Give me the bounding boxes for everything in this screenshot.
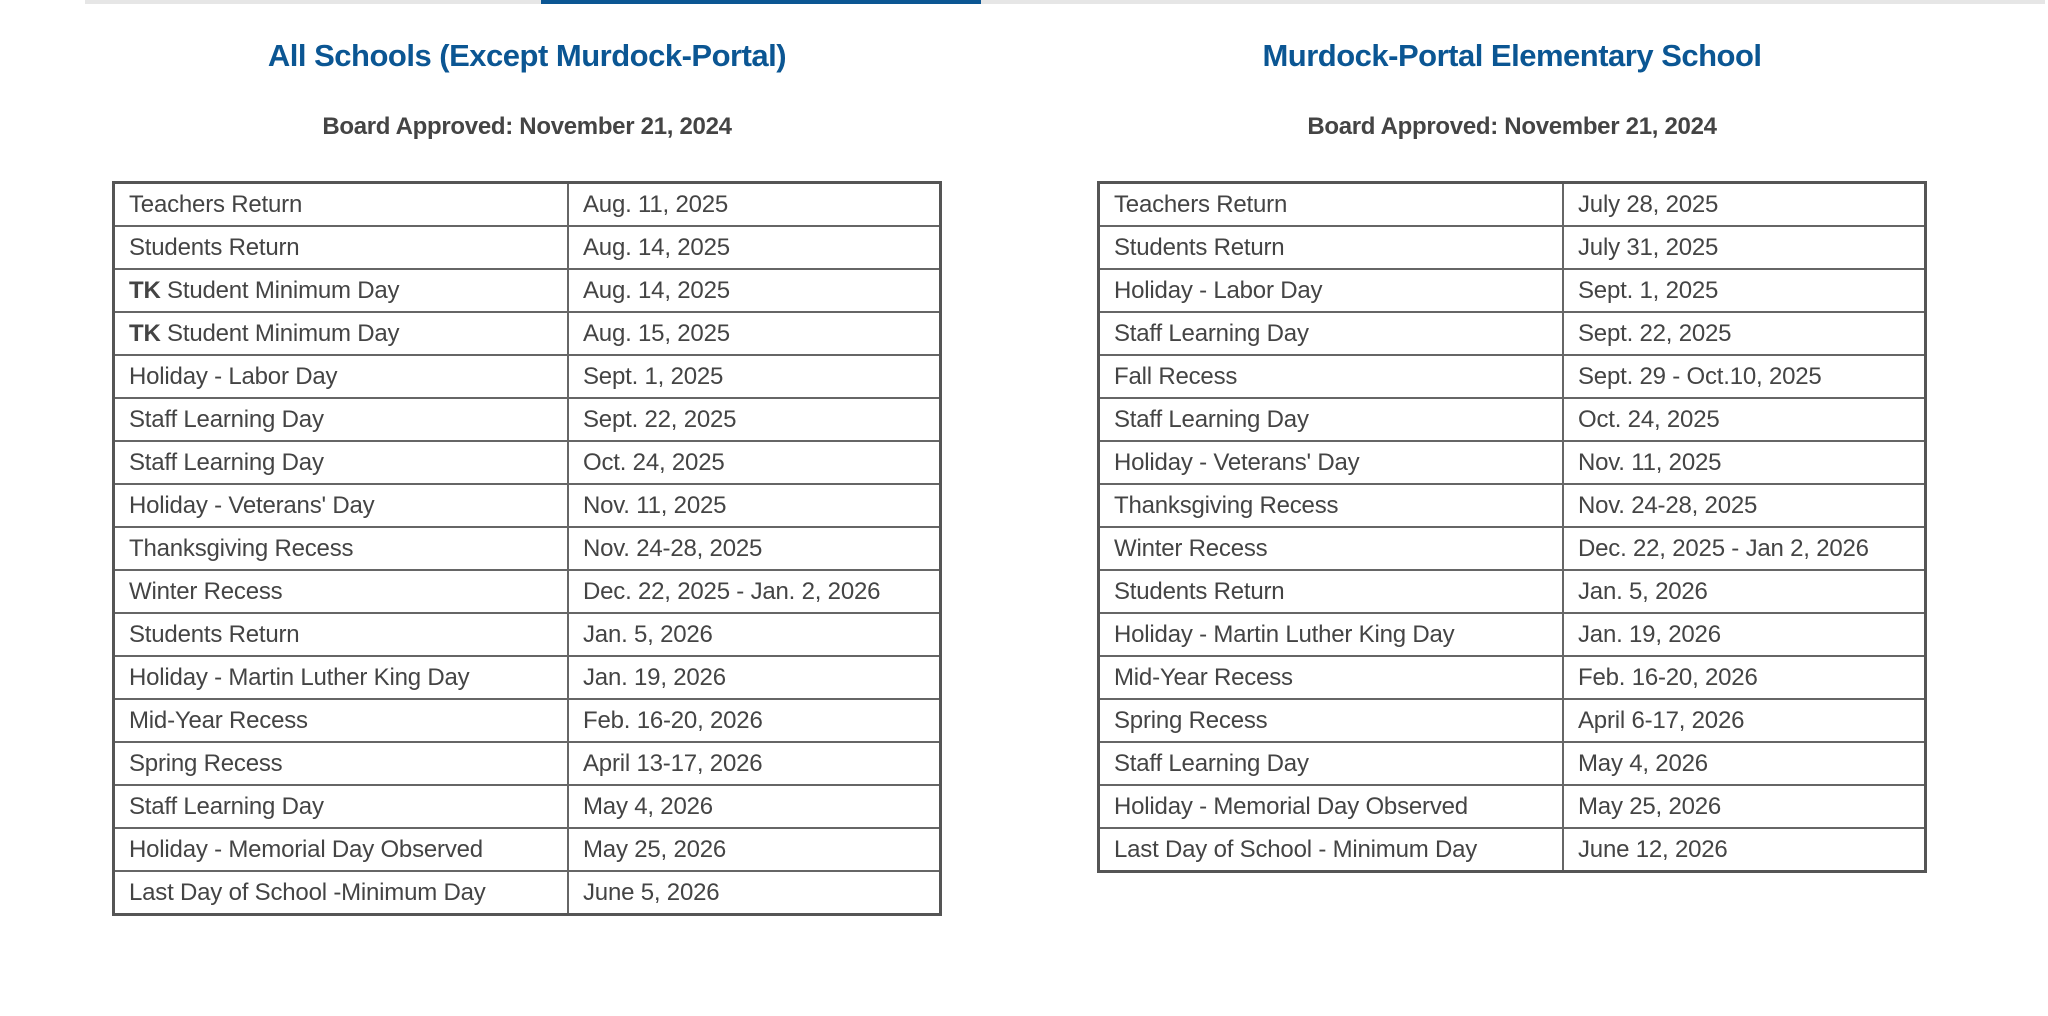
event-name: Teachers Return — [129, 190, 303, 218]
table-row — [1099, 742, 1926, 785]
event-name: Staff Learning Day — [1114, 405, 1309, 433]
event-cell — [114, 742, 569, 785]
date-cell: Aug. 14, 2025 — [568, 269, 941, 312]
date-cell: July 28, 2025 — [1563, 183, 1926, 227]
table-row — [114, 269, 941, 312]
date-cell: June 12, 2026 — [1563, 828, 1926, 872]
event-name: Last Day of School - Minimum Day — [1114, 835, 1478, 863]
all-schools-approved-date: Board Approved: November 21, 2024 — [322, 113, 732, 140]
table-row — [114, 398, 941, 441]
date-cell: Feb. 16-20, 2026 — [1563, 656, 1926, 699]
all-schools-calendar-table — [112, 181, 942, 916]
event-cell — [114, 441, 569, 484]
tab-bar — [85, 0, 2045, 4]
table-row — [1099, 570, 1926, 613]
event-name: Holiday - Martin Luther King Day — [1114, 620, 1455, 648]
event-cell — [114, 398, 569, 441]
event-cell — [1099, 785, 1564, 828]
table-row — [1099, 312, 1926, 355]
event-name: Holiday - Veterans' Day — [129, 491, 375, 519]
table-row — [1099, 484, 1926, 527]
event-cell — [114, 656, 569, 699]
event-cell — [1099, 742, 1564, 785]
table-row — [1099, 269, 1926, 312]
event-cell — [114, 527, 569, 570]
event-name: Staff Learning Day — [1114, 749, 1309, 777]
event-name: Spring Recess — [129, 749, 283, 777]
event-cell — [114, 269, 569, 312]
table-row — [1099, 441, 1926, 484]
event-name: Holiday - Labor Day — [1114, 276, 1323, 304]
event-name: Winter Recess — [1114, 534, 1268, 562]
table-row — [1099, 183, 1926, 227]
table-row — [114, 183, 941, 227]
event-name: Holiday - Memorial Day Observed — [1114, 792, 1468, 820]
date-cell: July 31, 2025 — [1563, 226, 1926, 269]
table-row — [1099, 656, 1926, 699]
table-row — [1099, 785, 1926, 828]
table-row — [1099, 699, 1926, 742]
date-cell: Nov. 24-28, 2025 — [1563, 484, 1926, 527]
date-cell: Nov. 11, 2025 — [568, 484, 941, 527]
date-cell: Sept. 1, 2025 — [568, 355, 941, 398]
event-name: Students Return — [129, 620, 300, 648]
event-name: Staff Learning Day — [129, 792, 324, 820]
date-cell: Jan. 5, 2026 — [1563, 570, 1926, 613]
table-row — [114, 742, 941, 785]
date-cell: Sept. 1, 2025 — [1563, 269, 1926, 312]
event-cell — [114, 785, 569, 828]
date-cell: Nov. 11, 2025 — [1563, 441, 1926, 484]
event-cell — [114, 355, 569, 398]
table-row — [114, 570, 941, 613]
event-cell — [1099, 527, 1564, 570]
event-cell — [1099, 269, 1564, 312]
table-row — [114, 699, 941, 742]
event-cell — [114, 828, 569, 871]
event-name: Students Return — [1114, 577, 1285, 605]
event-cell — [1099, 355, 1564, 398]
date-cell: Feb. 16-20, 2026 — [568, 699, 941, 742]
event-name: Fall Recess — [1114, 362, 1238, 390]
table-row — [1099, 355, 1926, 398]
table-row — [1099, 828, 1926, 872]
date-cell: May 25, 2026 — [568, 828, 941, 871]
date-cell: April 13-17, 2026 — [568, 742, 941, 785]
event-cell — [114, 871, 569, 915]
event-name: Staff Learning Day — [129, 405, 324, 433]
event-cell — [1099, 699, 1564, 742]
date-cell: Dec. 22, 2025 - Jan 2, 2026 — [1563, 527, 1926, 570]
event-name: Thanksgiving Recess — [129, 534, 354, 562]
tk-label: TK — [129, 276, 161, 304]
date-cell: Oct. 24, 2025 — [568, 441, 941, 484]
tab-active-indicator[interactable] — [541, 0, 981, 4]
table-row — [114, 828, 941, 871]
date-cell: Sept. 29 - Oct.10, 2025 — [1563, 355, 1926, 398]
date-cell: May 4, 2026 — [568, 785, 941, 828]
event-name: Holiday - Memorial Day Observed — [129, 835, 483, 863]
table-row — [114, 484, 941, 527]
event-cell — [114, 699, 569, 742]
event-name: Holiday - Veterans' Day — [1114, 448, 1360, 476]
event-name: Mid-Year Recess — [129, 706, 308, 734]
murdock-portal-approved-date: Board Approved: November 21, 2024 — [1307, 113, 1717, 140]
date-cell: June 5, 2026 — [568, 871, 941, 915]
event-cell — [1099, 183, 1564, 227]
table-row — [1099, 613, 1926, 656]
event-cell — [1099, 441, 1564, 484]
event-name: Students Return — [129, 233, 300, 261]
table-row — [114, 527, 941, 570]
event-cell — [1099, 570, 1564, 613]
event-name: Spring Recess — [1114, 706, 1268, 734]
event-name: Staff Learning Day — [1114, 319, 1309, 347]
date-cell: Sept. 22, 2025 — [568, 398, 941, 441]
table-row — [1099, 527, 1926, 570]
event-cell — [114, 570, 569, 613]
event-cell — [1099, 656, 1564, 699]
event-name: Holiday - Labor Day — [129, 362, 338, 390]
all-schools-title: All Schools (Except Murdock-Portal) — [267, 38, 787, 73]
event-cell — [1099, 398, 1564, 441]
date-cell: Oct. 24, 2025 — [1563, 398, 1926, 441]
date-cell: Jan. 19, 2026 — [1563, 613, 1926, 656]
event-cell — [1099, 312, 1564, 355]
date-cell: May 4, 2026 — [1563, 742, 1926, 785]
date-cell: Jan. 5, 2026 — [568, 613, 941, 656]
event-cell — [114, 312, 569, 355]
event-cell — [114, 484, 569, 527]
date-cell: Nov. 24-28, 2025 — [568, 527, 941, 570]
table-row — [114, 441, 941, 484]
table-row — [114, 871, 941, 915]
event-name: Thanksgiving Recess — [1114, 491, 1339, 519]
tk-label: TK — [129, 319, 161, 347]
event-name: Students Return — [1114, 233, 1285, 261]
table-row — [114, 656, 941, 699]
table-row — [1099, 226, 1926, 269]
table-row — [114, 226, 941, 269]
date-cell: Aug. 11, 2025 — [568, 183, 941, 227]
event-cell — [114, 226, 569, 269]
event-cell — [1099, 828, 1564, 872]
table-row — [114, 613, 941, 656]
murdock-portal-title: Murdock-Portal Elementary School — [1262, 38, 1762, 73]
date-cell: May 25, 2026 — [1563, 785, 1926, 828]
date-cell: April 6-17, 2026 — [1563, 699, 1926, 742]
date-cell: Jan. 19, 2026 — [568, 656, 941, 699]
date-cell: Aug. 14, 2025 — [568, 226, 941, 269]
event-cell — [114, 613, 569, 656]
table-row — [114, 312, 941, 355]
event-cell — [1099, 484, 1564, 527]
table-row — [114, 785, 941, 828]
event-cell — [114, 183, 569, 227]
event-cell — [1099, 226, 1564, 269]
event-name: Winter Recess — [129, 577, 283, 605]
event-name: Staff Learning Day — [129, 448, 324, 476]
table-row — [114, 355, 941, 398]
event-cell — [1099, 613, 1564, 656]
event-name: Student Minimum Day — [160, 276, 400, 304]
event-name: Last Day of School -Minimum Day — [129, 878, 486, 906]
table-row — [1099, 398, 1926, 441]
event-name: Mid-Year Recess — [1114, 663, 1293, 691]
date-cell: Sept. 22, 2025 — [1563, 312, 1926, 355]
date-cell: Dec. 22, 2025 - Jan. 2, 2026 — [568, 570, 941, 613]
event-name: Student Minimum Day — [160, 319, 400, 347]
murdock-portal-calendar-table — [1097, 181, 1927, 873]
event-name: Teachers Return — [1114, 190, 1288, 218]
date-cell: Aug. 15, 2025 — [568, 312, 941, 355]
event-name: Holiday - Martin Luther King Day — [129, 663, 470, 691]
